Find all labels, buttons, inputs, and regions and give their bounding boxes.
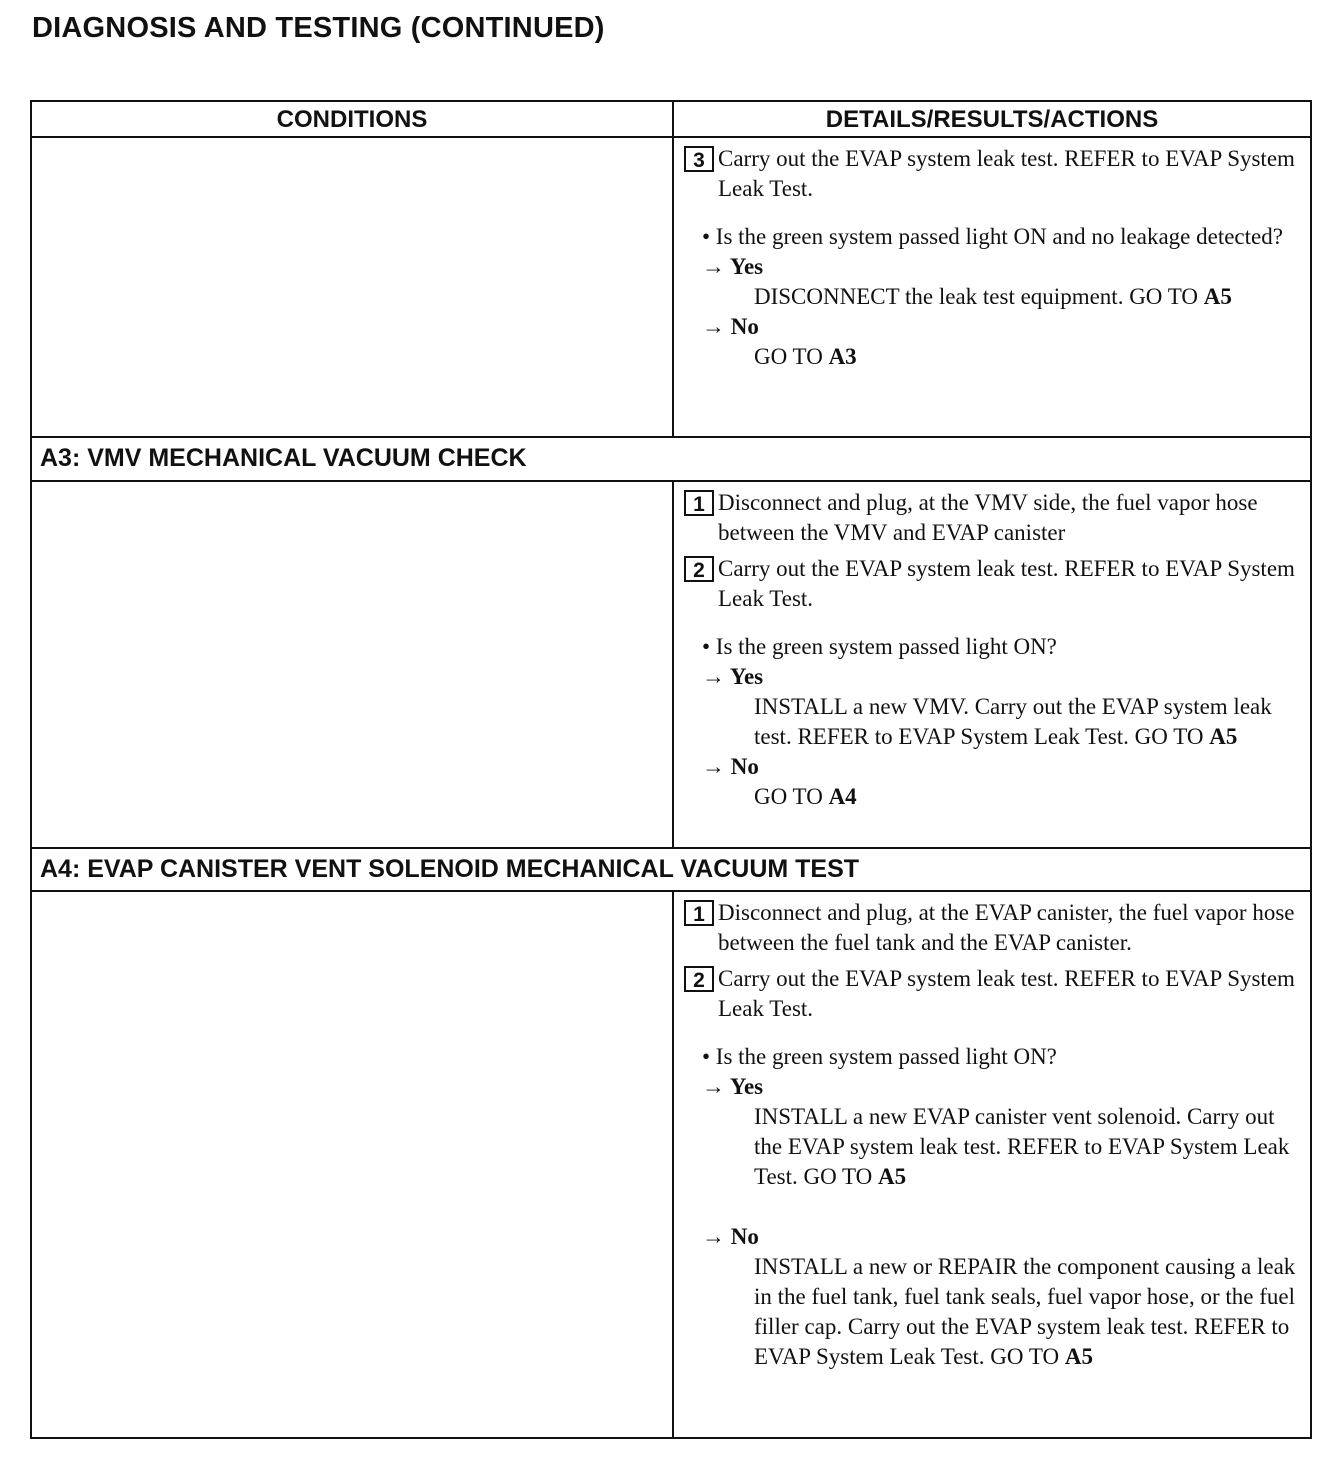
step-text: Carry out the EVAP system leak test. REFER to EVAP System Leak Test. bbox=[718, 966, 1295, 1021]
step-text: Carry out the EVAP system leak test. REFER to EVAP System Leak Test. bbox=[718, 146, 1295, 201]
goto-target: A5 bbox=[1203, 284, 1232, 309]
action-text: INSTALL a new or REPAIR the component causing a leak in the fuel tank, fuel tank seals, fuel vapor hose, or the fuel filler cap. Carry out the EVAP system leak test. REFER to EVAP System Leak Test. GO TO bbox=[754, 1254, 1296, 1369]
a4-step-2 bbox=[684, 964, 1310, 1024]
a3-no-label: → No bbox=[702, 754, 759, 779]
row-divider bbox=[32, 480, 1310, 482]
step-number-box: 3 bbox=[684, 146, 714, 172]
step-number-box: 2 bbox=[684, 556, 714, 582]
goto-target: A5 bbox=[878, 1164, 907, 1189]
a2-yes-label: → Yes bbox=[702, 254, 764, 279]
a2-question: • Is the green system passed light ON and no leakage detected? bbox=[702, 224, 1283, 249]
a3-step-2 bbox=[684, 554, 1310, 614]
a2-details-cell bbox=[674, 144, 1310, 372]
a2-yes-action bbox=[754, 282, 1310, 312]
page-title: DIAGNOSIS AND TESTING (CONTINUED) bbox=[32, 12, 605, 44]
action-text: INSTALL a new EVAP canister vent solenoid. Carry out the EVAP system leak test. REFER to EVAP System Leak Test. GO TO bbox=[754, 1104, 1290, 1189]
diagnosis-table bbox=[30, 100, 1312, 1439]
a2-no-label: → No bbox=[702, 314, 759, 339]
a4-no-label: → No bbox=[702, 1224, 759, 1249]
a4-question: • Is the green system passed light ON? bbox=[702, 1044, 1057, 1069]
action-text: DISCONNECT the leak test equipment. GO TO bbox=[754, 284, 1204, 309]
goto-target: A4 bbox=[828, 784, 857, 809]
step-number-box: 1 bbox=[684, 900, 714, 926]
action-text: GO TO bbox=[754, 784, 829, 809]
goto-target: A3 bbox=[828, 344, 857, 369]
a3-yes-label: → Yes bbox=[702, 664, 764, 689]
a2-no-action bbox=[754, 342, 1310, 372]
a3-yes-action bbox=[754, 692, 1310, 752]
a4-details-cell bbox=[674, 898, 1310, 1372]
goto-target: A5 bbox=[1064, 1344, 1093, 1369]
a4-no-action bbox=[754, 1252, 1310, 1372]
step-number-box: 1 bbox=[684, 490, 714, 516]
step-number-box: 2 bbox=[684, 966, 714, 992]
a2-step-3 bbox=[684, 144, 1310, 204]
step-text: Disconnect and plug, at the EVAP canister, the fuel vapor hose between the fuel tank and the EVAP canister. bbox=[718, 900, 1295, 955]
goto-target: A5 bbox=[1209, 724, 1238, 749]
a3-step-1 bbox=[684, 488, 1310, 548]
conditions-column-header: CONDITIONS bbox=[276, 106, 428, 133]
a3-details-cell bbox=[674, 488, 1310, 812]
step-text: Disconnect and plug, at the VMV side, the fuel vapor hose between the VMV and EVAP canister bbox=[718, 490, 1258, 545]
details-column-header: DETAILS/RESULTS/ACTIONS bbox=[825, 106, 1159, 133]
a3-question: • Is the green system passed light ON? bbox=[702, 634, 1057, 659]
action-text: GO TO bbox=[754, 344, 829, 369]
row-divider bbox=[32, 890, 1310, 892]
a4-yes-label: → Yes bbox=[702, 1074, 764, 1099]
a3-no-action bbox=[754, 782, 1310, 812]
a4-step-1 bbox=[684, 898, 1310, 958]
a4-yes-action bbox=[754, 1102, 1310, 1192]
step-text: Carry out the EVAP system leak test. REFER to EVAP System Leak Test. bbox=[718, 556, 1295, 611]
a3-section-title: A3: VMV MECHANICAL VACUUM CHECK bbox=[40, 444, 527, 472]
action-text: INSTALL a new VMV. Carry out the EVAP system leak test. REFER to EVAP System Leak Test. GO TO bbox=[754, 694, 1272, 749]
a4-section-title: A4: EVAP CANISTER VENT SOLENOID MECHANICAL VACUUM TEST bbox=[40, 855, 860, 883]
